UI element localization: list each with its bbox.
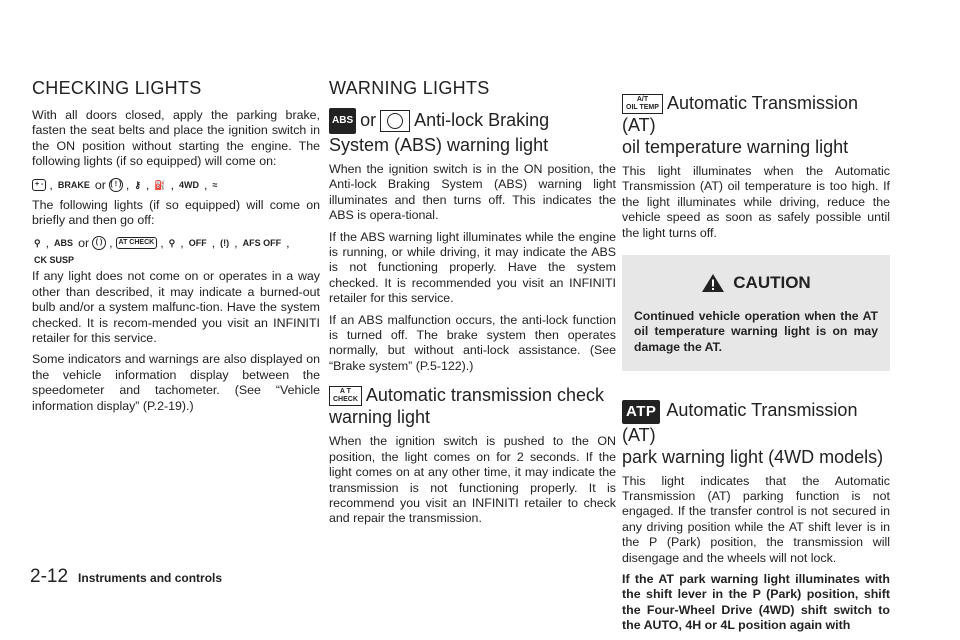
brake-circle-icon: ( ! ) — [109, 178, 123, 192]
at-check-title-line-1: Automatic transmission check — [365, 385, 604, 406]
abs-title-line-2: System (ABS) warning light — [329, 135, 549, 155]
at-oil-title-line-1: Automatic Transmission (AT) — [622, 93, 859, 135]
abs-title-line-1: Anti-lock Braking — [414, 109, 550, 130]
abs-warning-title — [329, 108, 616, 156]
slip-icon: ≈ — [212, 179, 218, 190]
seatbelt-icon: ⚲ — [168, 238, 176, 249]
at-check-title-line-2: warning light — [329, 407, 431, 428]
4wd-icon: 4WD — [179, 179, 200, 190]
atp-icon: ATP — [622, 400, 660, 424]
caution-title: CAUTION — [733, 273, 811, 293]
checking-lights-heading: CHECKING LIGHTS — [32, 78, 202, 98]
caution-header — [634, 273, 878, 293]
warning-lights-heading: WARNING LIGHTS — [329, 78, 490, 98]
at-check-title — [329, 384, 616, 428]
at-oil-paragraph: This light illuminates when the Automatic Transmission (AT) oil temperature is too high. If the light illuminates while driving, reduce the vehicle speed as soon as safely possible until the light turns off. — [622, 164, 890, 240]
or-text: or — [360, 109, 377, 130]
brake-icon: BRAKE — [57, 179, 90, 190]
atp-title-line-1: Automatic Transmission (AT) — [622, 400, 858, 445]
at-oil-temp-icon — [622, 94, 663, 114]
section-title: Instruments and controls — [78, 571, 223, 585]
abs-circle-icon: ( ) — [92, 236, 106, 250]
column-warning-lights — [329, 78, 616, 533]
caution-box — [622, 255, 890, 371]
afs-off-icon: AFS OFF — [242, 238, 282, 249]
vdc-off-icon: OFF — [188, 238, 207, 249]
or-text: or — [94, 177, 106, 192]
abs-icon: ABS — [54, 238, 74, 249]
abs-paragraph-3: If an ABS malfunction occurs, the anti-lock function is turned off. The brake system then operates normally, but without anti-lock assistance. (See “Brake system” (P.5-122).) — [329, 312, 616, 373]
oil-icon-top: A/T — [636, 96, 649, 103]
checking-lights-paragraph-4: Some indicators and warnings are also displayed on the vehicle information display between the speedometer and tachometer. (See “Vehicle information display” (P.2-19).) — [32, 352, 320, 413]
battery-icon: + - — [32, 179, 46, 191]
oil-icon: ⛽ — [154, 179, 166, 190]
column-at-warnings — [622, 92, 890, 640]
lights-on-icon-row: + - , BRAKE or ( ! ) , ⚷ , ⛽ , 4WD , ≈ — [32, 176, 320, 194]
at-oil-temp-title — [622, 92, 890, 158]
checking-lights-paragraph-1: With all doors closed, apply the parking brake, fasten the seat belts and place the ignition switch in the ON position without starting the engine. The following lights (if so equipped) will come on: — [32, 108, 320, 169]
key-icon: ⚷ — [134, 179, 141, 190]
atp-title — [622, 399, 890, 467]
oil-icon-bottom: OIL TEMP — [626, 104, 659, 111]
at-check-paragraph: When the ignition switch is pushed to the ON position, the light comes on for 2 seconds. If the light comes on at any other time, it may indicate the transmission is not functioning properly. It is recommend you visit an INFINITI retailer to check and repair the transmission. — [329, 434, 616, 526]
or-text: or — [78, 236, 90, 251]
column-checking-lights — [32, 78, 320, 420]
page-footer — [30, 566, 222, 588]
at-check-icon — [329, 386, 362, 406]
atp-paragraph-1: This light indicates that the Automatic Transmission (AT) parking function is not engaged. If the transfer control is not secured in any driving position while the AT shift lever is in the P (Park) position, the transmission will disengage and the wheels will not lock. — [622, 473, 890, 565]
lights-briefly-icon-row: ⚲ , ABS or ( ) , AT CHECK , ⚲ , OFF , (!) , AFS OFF , CK SUSP — [34, 236, 290, 266]
atp-title-line-2: park warning light (4WD models) — [622, 446, 884, 467]
abs-paragraph-1: When the ignition switch is in the ON position, the Anti-lock Braking System (ABS) warning light illuminates and then turns off. This indicates the ABS is opera-tional. — [329, 162, 616, 223]
page-number: 2-12 — [30, 566, 69, 587]
abs-icon: ABS — [329, 108, 356, 134]
warning-triangle-icon — [701, 273, 725, 293]
at-check-icon-top: A T — [339, 388, 351, 396]
abs-paragraph-2: If the ABS warning light illuminates while the engine is running, or while driving, it may indicate the ABS is not functioning properly. Have the system checked. It is recommended you visit an INFINITI retailer for this service. — [329, 229, 616, 306]
at-oil-title-line-2: oil temperature warning light — [622, 137, 849, 157]
at-check-icon-bottom: CHECK — [333, 396, 358, 404]
tpms-icon: (!) — [220, 238, 230, 249]
airbag-icon: ⚲ — [34, 238, 41, 249]
atp-paragraph-2: If the AT park warning light illuminates with the shift lever in the P (Park) position, shift the Four-Wheel Drive (4WD) shift switch to the AUTO, 4H or 4L position again with — [622, 571, 890, 633]
checking-lights-paragraph-2: The following lights (if so equipped) will come on briefly and then go off: — [32, 197, 320, 228]
ck-susp-icon: CK SUSP — [34, 255, 75, 266]
abs-circle-icon — [380, 110, 410, 132]
caution-text: Continued vehicle operation when the AT oil temperature warning light is on may damage the AT. — [634, 309, 878, 354]
checking-lights-paragraph-3: If any light does not come on or operates in a way other than described, it may indicate a burned-out bulb and/or a system malfunc-tion. Have the system checked. It is recom-mended you visit an INFINITI retailer for this service. — [32, 269, 320, 346]
at-check-icon: AT CHECK — [116, 237, 158, 249]
